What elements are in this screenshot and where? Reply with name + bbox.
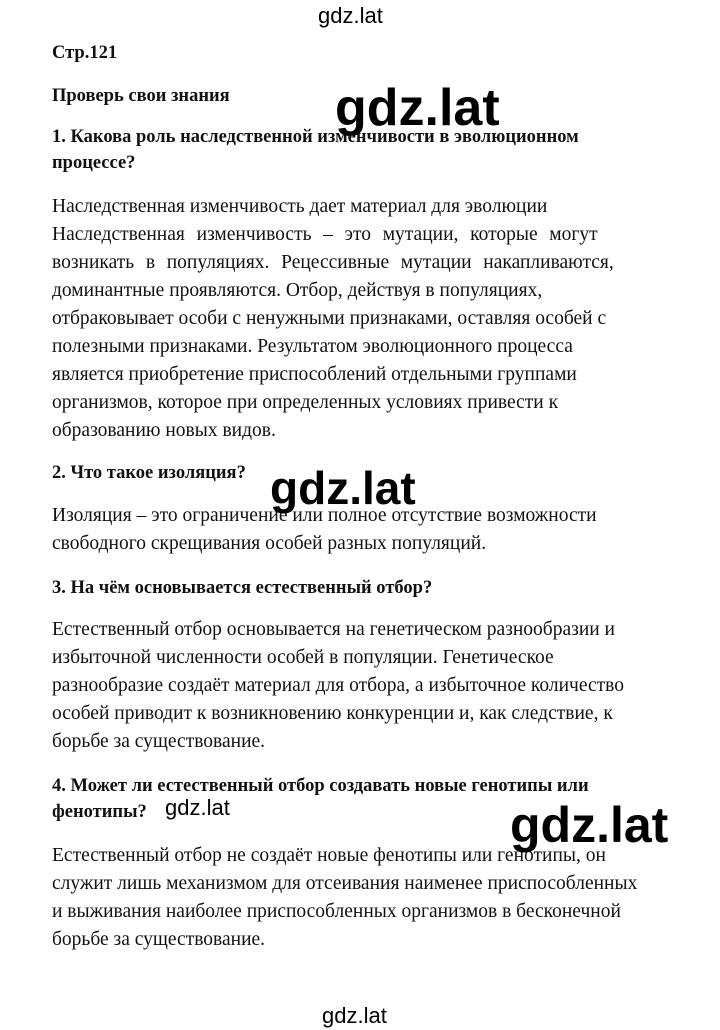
answer-line: организмов, которое при определенных условиях привести к (52, 392, 559, 413)
watermark-large: gdz.lat (510, 797, 669, 853)
answer-line: особей приводит к возникновению конкуренции и, как следствие, к (52, 703, 613, 724)
question-1-answer (52, 193, 692, 445)
question-4-heading-line: фенотипы? (52, 802, 147, 822)
section-title: Проверь свои знания (52, 86, 230, 106)
answer-line: возникать в популяциях. Рецессивные мутации накапливаются, (52, 252, 614, 273)
answer-line: служит лишь механизмом для отсеивания наименее приспособленных (52, 873, 638, 894)
watermark-small: gdz.lat (165, 795, 230, 820)
answer-line: Естественный отбор основывается на генетическом разнообразии и (52, 619, 615, 640)
answer-line: свободного скрещивания особей разных популяций. (52, 533, 487, 554)
answer-line: Наследственная изменчивость – это мутации, которые могут (52, 224, 598, 245)
question-4-answer (52, 842, 692, 954)
watermark-large: gdz.lat (270, 462, 416, 514)
question-1-heading-line: процессе? (52, 153, 136, 173)
answer-line: отбраковывает особи с ненужными признаками, оставляя особей с (52, 308, 607, 329)
answer-line: Естественный отбор не создаёт новые фенотипы или генотипы, он (52, 845, 606, 866)
answer-line: Изоляция – это ограничение или полное отсутствие возможности (52, 505, 597, 526)
answer-line: разнообразие создаёт материал для отбора, а избыточное количество (52, 675, 624, 696)
question-3-heading-line: 3. На чём основывается естественный отбор? (52, 578, 433, 598)
question-3-heading (52, 575, 692, 601)
watermark-large: gdz.lat (335, 79, 500, 137)
answer-line: образованию новых видов. (52, 420, 276, 441)
question-1-heading-line: 1. Какова роль наследственной изменчивости в эволюционном (52, 127, 579, 147)
answer-line: борьбе за существование. (52, 731, 266, 752)
question-3-answer (52, 616, 692, 756)
answer-line: борьбе за существование. (52, 929, 266, 950)
question-2-heading-line: 2. Что такое изоляция? (52, 463, 246, 483)
question-4-heading-line: 4. Может ли естественный отбор создавать новые генотипы или (52, 776, 589, 796)
answer-line: является приобретение приспособлений отдельными группами (52, 364, 577, 385)
answer-line: и выживания наиболее приспособленных организмов в бесконечной (52, 901, 621, 922)
answer-line: доминантные проявляются. Отбор, действуя в популяциях, (52, 280, 543, 301)
watermark-top: gdz.lat (318, 3, 383, 28)
watermark-bottom: gdz.lat (322, 1003, 387, 1028)
page-label: Стр.121 (52, 43, 118, 63)
answer-line: Наследственная изменчивость дает материал для эволюции (52, 196, 548, 217)
answer-line: полезными признаками. Результатом эволюционного процесса (52, 336, 573, 357)
answer-line: избыточной численности особей в популяции. Генетическое (52, 647, 554, 668)
